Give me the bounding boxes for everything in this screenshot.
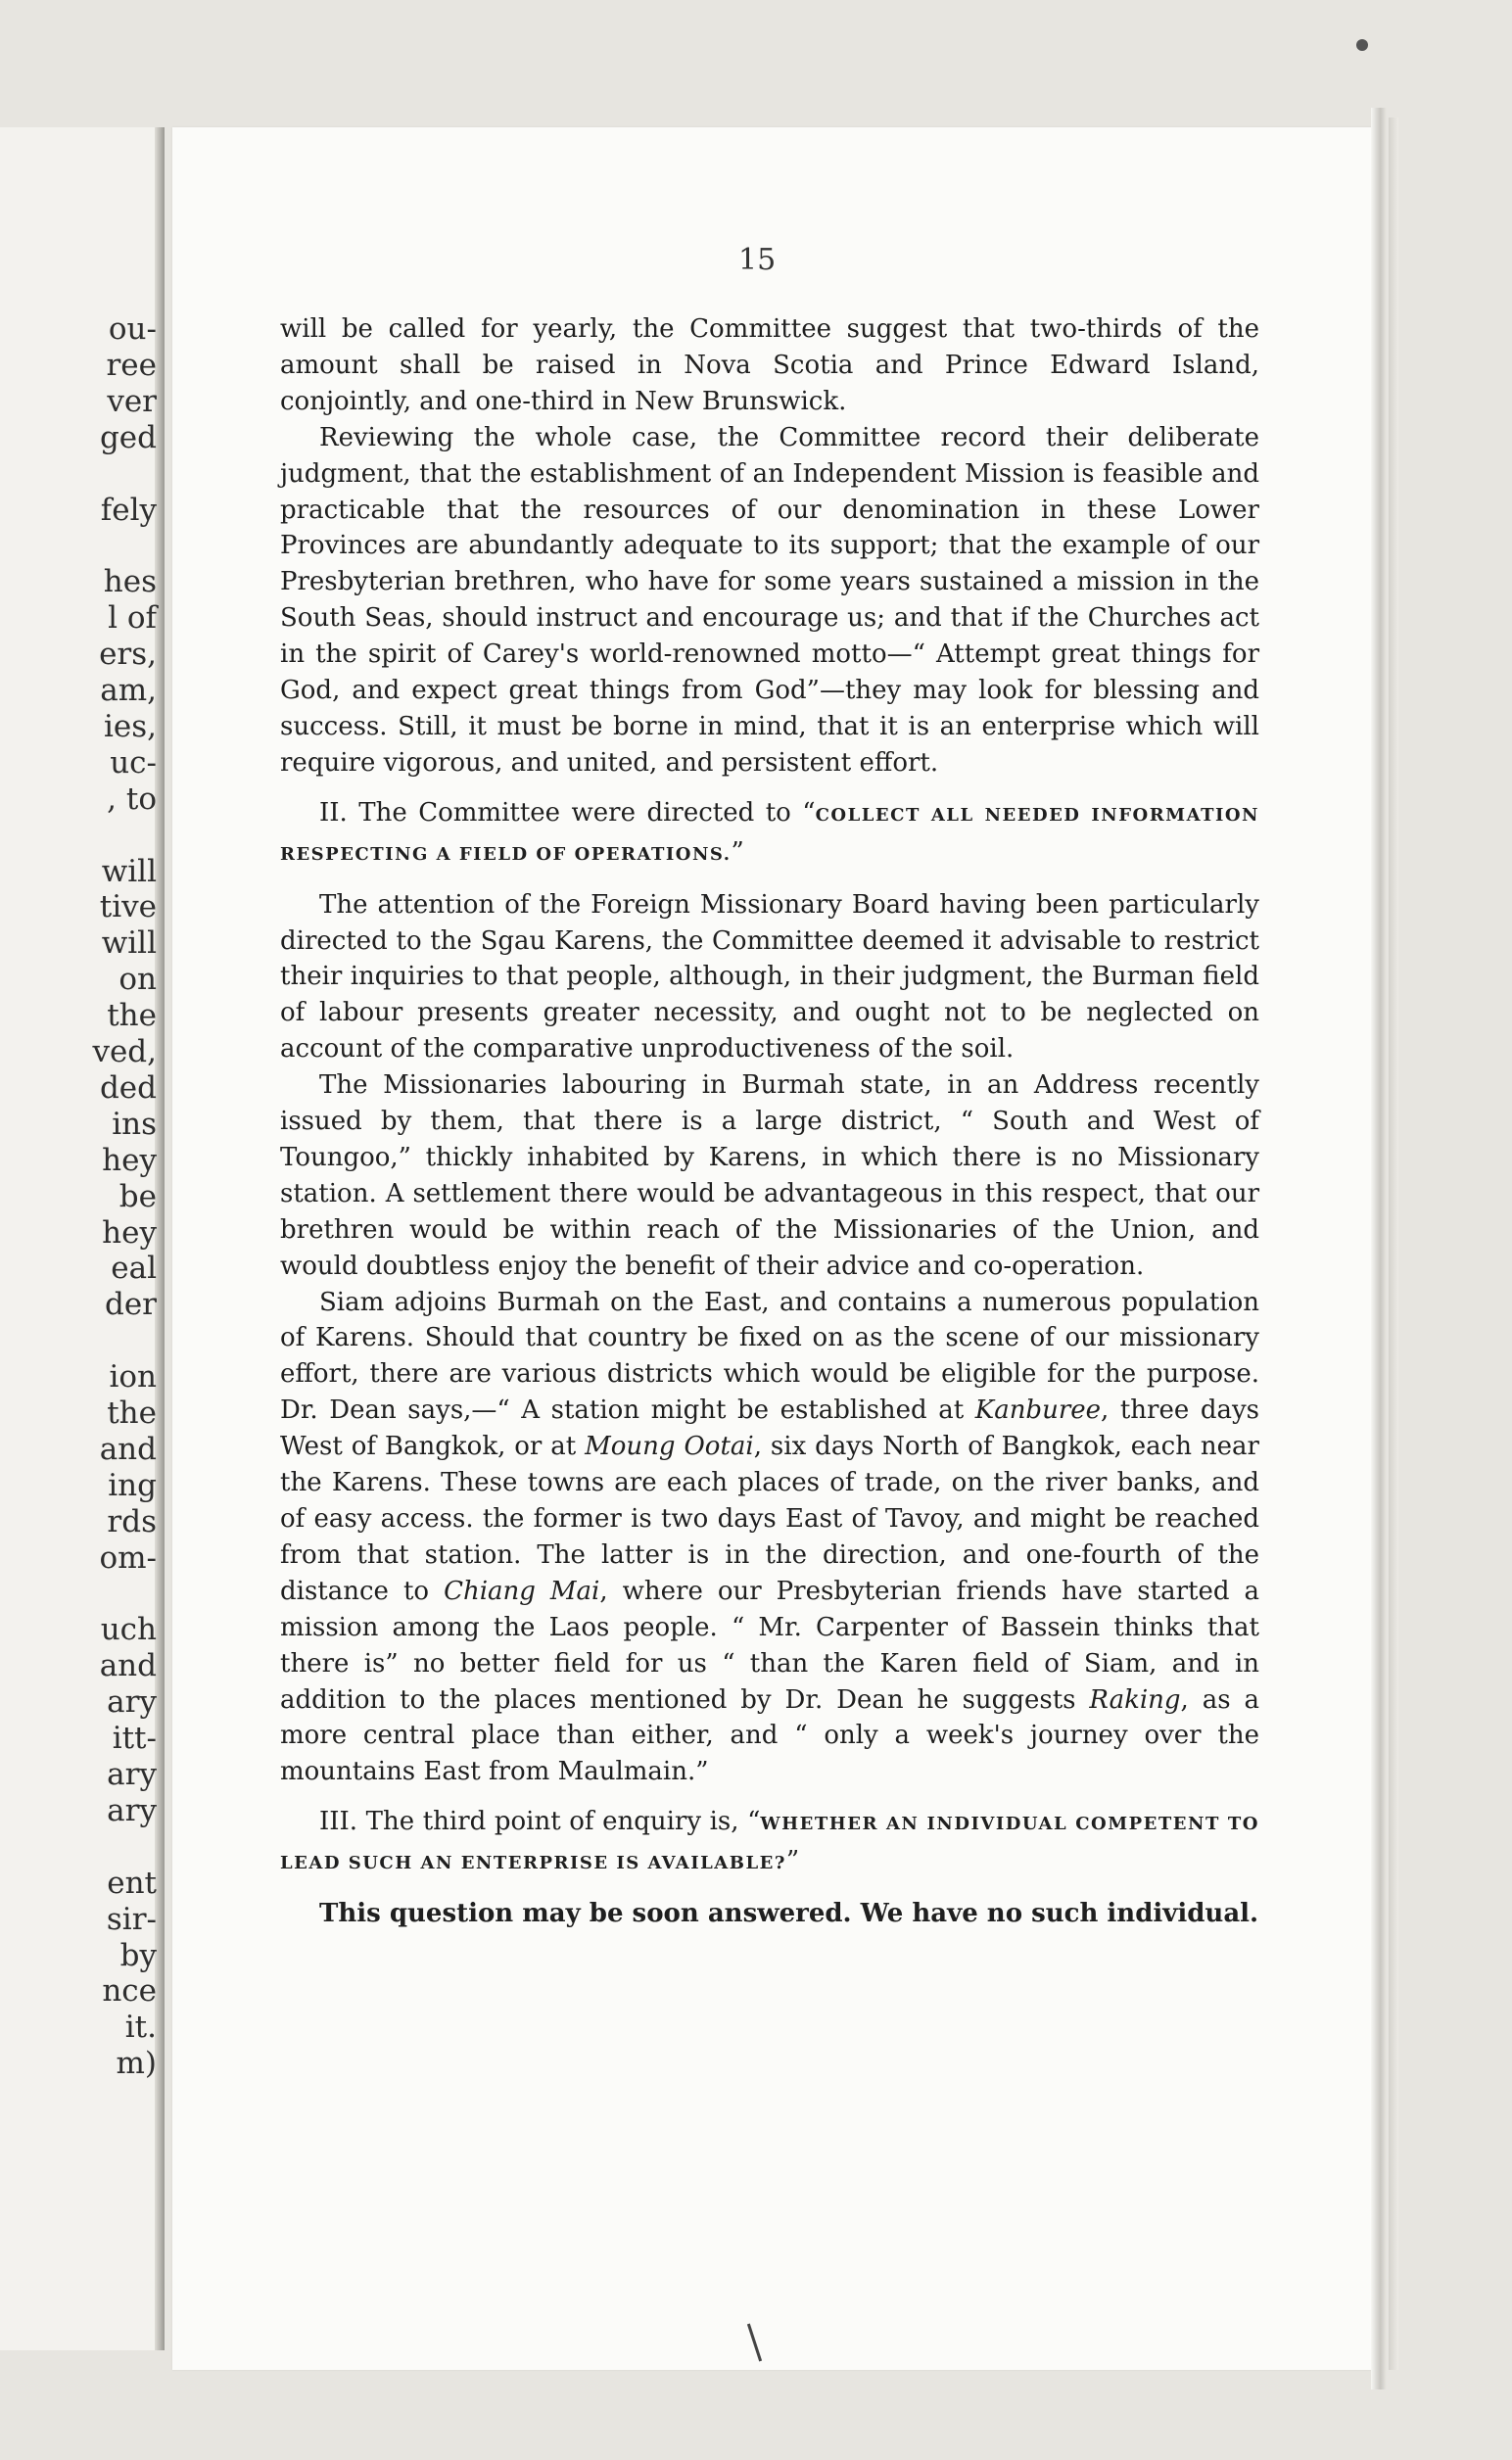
siam-text-a: Siam adjoins Burmah on the East, and contains a numerous population of Karens. Should that country be fixed on as the scene of our missionary effort, there are various districts which would be eligible for the purpose. Dr. Dean says,—“ A station might be established at (280, 1287, 1259, 1426)
siam-text-e: , as a more central place than either, and “ only a week's journey over the mountains East from Maulmain.” (280, 1684, 1259, 1787)
paragraph-reviewing: Reviewing the whole case, the Committee record their deliberate judgment, that the establishment of an Independent Mission is feasible and practicable that the resources of our denomination in these Lower Provinces are abundantly adequate to its support; that the example of our Presbyterian brethren, who have for some years sustained a mission in the South Seas, should instruct and encourage us; and that if the Churches act in the spirit of Carey's world-renowned motto—“ Attempt great things for God, and expect great things from God”—they may look for blessing and success. Still, it must be borne in mind, that it is an enterprise which will require vigorous, and united, and persistent effort. (280, 422, 1259, 778)
facing-page-fragment: ary (107, 1792, 157, 1828)
facing-page-fragment: ary (107, 1684, 157, 1721)
scan-speck (1356, 39, 1368, 51)
place-chiang-mai: Chiang Mai (444, 1576, 600, 1606)
siam-text-b: , three days West of Bangkok, or at (280, 1396, 1259, 1462)
page-number: 15 (738, 243, 777, 277)
facing-page-fragment: will (101, 853, 157, 889)
siam-text-d: , where our Presbyterian friends have started a mission among the Laos people. “ Mr. Carpenter of Bassein thinks that there is” no better field for us “ than the Karen field of Siam, and in addition to the places mentioned by Dr. Dean he suggests (280, 1576, 1260, 1715)
facing-page-fragment: m) (116, 2046, 157, 2082)
facing-page-fragment: ary (107, 1757, 157, 1792)
facing-page-fragment: ged (99, 419, 157, 455)
facing-page-fragment: ers, (99, 637, 157, 673)
facing-page-fragment: ion (109, 1359, 157, 1396)
place-raking: Raking (1089, 1684, 1181, 1715)
facing-page-fragment: will (101, 925, 157, 962)
facing-page-fragment: eal (111, 1251, 157, 1287)
facing-page-fragment: by (119, 1937, 157, 1973)
section-ii-close: ” (731, 836, 744, 867)
page-edge (1371, 108, 1387, 2389)
section-ii-heading: COLLECT ALL NEEDED INFORMATION RESPECTING A FIELD OF OPERATIONS. (280, 804, 1260, 865)
facing-page-fragment: nce (102, 1973, 157, 2010)
facing-page-fragment: it. (124, 2010, 157, 2046)
facing-page-fragment: be (118, 1178, 157, 1214)
paragraph-section-ii (280, 795, 1259, 874)
facing-page-fragment: sir- (106, 1901, 157, 1937)
facing-page-fragment: fely (100, 492, 157, 528)
facing-page-fragment: ou- (108, 311, 157, 347)
paragraph-funding: will be called for yearly, the Committee suggest that two-thirds of the amount shall be raised in Nova Scotia and Prince Edward Island, conjointly, and one-third in New Brunswick. (280, 314, 1259, 416)
place-moung-ootai: Moung Ootai (585, 1432, 754, 1462)
section-ii-lead: II. The Committee were directed to “ (319, 797, 816, 828)
paragraph-sgau-karens: The attention of the Foreign Missionary Board having been particularly directed to the Sgau Karens, the Committee deemed it advisable to restrict their inquiries to that people, although, in their judgment, the Burman field of labour presents greater necessity, and ought not to be neglected on account of the comparative unproductiveness of the soil. (280, 889, 1259, 1064)
paragraph-answer: This question may be soon answered. We have no such individual. (319, 1899, 1259, 1929)
page-edge-shadow (1389, 118, 1398, 2370)
facing-page-fragment: am, (100, 673, 157, 708)
facing-page-fragment: ing (108, 1467, 157, 1503)
facing-page-fragment: ved, (92, 1034, 157, 1069)
facing-page-fragment: hey (102, 1142, 157, 1178)
facing-page-fragment: ree (106, 347, 157, 383)
facing-page-fragment: l of (108, 600, 157, 637)
facing-page-fragment: ded (99, 1069, 157, 1106)
paragraph-burmah: The Missionaries labouring in Burmah state, in an Address recently issued by them, that there is a large district, “ South and West of Toungoo,” thickly inhabited by Karens, in which there is no Missionary station. A settlement there would be advantageous in this respect, that our brethren would be within reach of the Missionaries of the Union, and would doubtless enjoy the benefit of their advice and co-operation. (280, 1070, 1259, 1281)
facing-page-fragment: and (99, 1648, 157, 1684)
place-kanburee: Kanburee (974, 1396, 1102, 1426)
facing-page-fragment: om- (99, 1539, 157, 1576)
facing-page-fragment: hey (102, 1214, 157, 1251)
facing-page-fragment: uch (100, 1612, 157, 1648)
facing-page-fragment: hes (103, 564, 157, 600)
facing-page-fragment: der (104, 1287, 157, 1323)
facing-page-fragment: , to (107, 781, 157, 817)
facing-page-fragment: ent (107, 1865, 157, 1901)
facing-page-fragment: and (99, 1431, 157, 1467)
facing-page-fragment: ies, (103, 708, 157, 744)
facing-page-fragment: tive (99, 889, 157, 925)
paragraph-section-iii (280, 1804, 1259, 1882)
facing-page-fragment: ins (112, 1106, 157, 1142)
section-iii-lead: III. The third point of enquiry is, “ (319, 1807, 761, 1837)
section-iii-close: ” (785, 1846, 800, 1876)
facing-page-fragment: the (107, 998, 157, 1034)
facing-page-fragment: the (107, 1396, 157, 1431)
page-body (280, 311, 1259, 1932)
paragraph-siam (280, 1285, 1259, 1791)
facing-page-fragment: uc- (110, 744, 157, 781)
facing-page-fragment: on (118, 962, 157, 998)
facing-page-fragment: itt- (112, 1721, 157, 1757)
section-iii-heading: WHETHER AN INDIVIDUAL COMPETENT TO LEAD SUCH AN ENTERPRISE IS AVAILABLE? (280, 1814, 1259, 1874)
facing-page-fragment: ver (107, 383, 157, 419)
facing-page-fragment: rds (107, 1503, 157, 1539)
siam-text-c: , six days North of Bangkok, each near the Karens. These towns are each places of trade, on the river banks, and of easy access. the former is two days East of Tavoy, and might be reached from that station. The latter is in the direction, and one-fourth of the distance to (280, 1432, 1259, 1606)
